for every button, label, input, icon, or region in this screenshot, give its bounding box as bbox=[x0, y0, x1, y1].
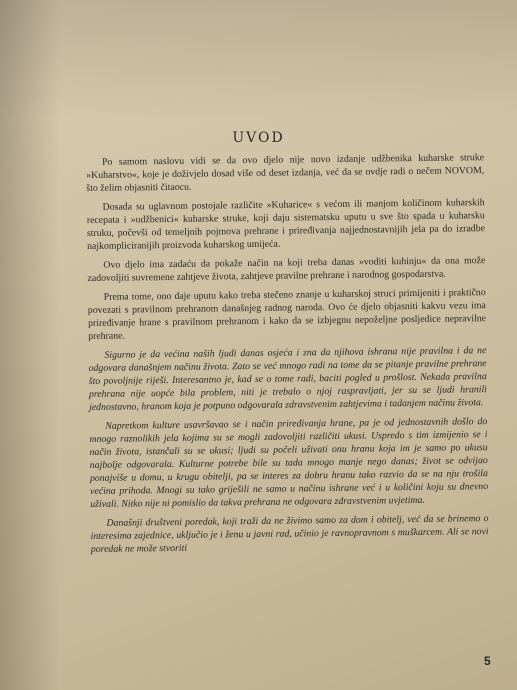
paragraph: Dosada su uglavnom postojale različite »Kuharice« s većom ili manjom količinom kuharskih recepata i »udžbenici« kuharske struke, koji daju sistematsku uputu u sve što spada u kuharsku struku, počevši od temeljnih pojmova prehrane i priređivanja najjednostavnijih jela pa do izradbe najkompliciranijih proizvoda kuharskog umijeća. bbox=[86, 197, 485, 252]
body-text bbox=[86, 151, 489, 562]
paragraph: Napretkom kulture usavršavao se i način priređivanja hrane, pa je od jednostavnih došlo do mnogo raznolikih jela kojima su se mogli zadovoljiti različiti ukusi. Uspredo s tim izmijenio se i način života, istančali su se ukusi; ljudi su počeli uživati onu hranu koja im je samo po ukusu najbolje odgovarala. Kulturne potrebe bile su tada mnogo manje nego danas; život se odvijao ponajviše u domu, u krugu obitelji, pa se interes za dobru hranu tako razvio da se na nju trošila većina prihoda. Mnogi su tako griješili ne samo u načinu ishrane već i u količini koju su dnevno uživali. Nitko nije ni pomislio da takva prehrana ne odgovara zdravstvenim uvjetima. bbox=[89, 416, 489, 510]
chapter-title: UVOD bbox=[232, 130, 285, 146]
paragraph: Sigurno je da većina naših ljudi danas osjeća i zna da njihova ishrana nije pravilna i da ne odgovara današnjem načinu života. Zato se već mnogo radi na tome da se pitanje pravilne prehrane što povoljnije riješi. Interesantno je, kad se o tome radi, baciti pogled u prošlost. Nekada pravilna prehrana nije uopće bila problem, niti je trebalo o njoj raspravljati, jer su se ljudi hranili jednostavno, hranom koja je potpuno odgovarala zdravstvenim zahtjevima i tadanjem načinu života. bbox=[88, 345, 487, 413]
paragraph: Po samom naslovu vidi se da ovo djelo nije novo izdanje udžbenika kuharske struke »Kuharstvo«, koje je doživjelo dosad više od deset izdanja, već da se ovdje radi o nečem NOVOM, što želim objasniti čitaocu. bbox=[86, 152, 485, 194]
page-number: 5 bbox=[484, 654, 491, 668]
paragraph: Ovo djelo ima zadaću da pokaže način na koji treba danas »voditi kuhinju« da ona može zadovoljiti suvremene zahtjeve života, zahtjeve pravilne prehrane i narodnog gospodarstva. bbox=[87, 255, 486, 284]
paragraph: Današnji društveni poredak, koji traži da ne živimo samo za dom i obitelj, već da se brinemo o interesima zajednice, uključio je i ženu u javni rad, učinio je ravnopravnom s muškarcem. Ali se novi poredak ne može stvoriti bbox=[90, 513, 489, 555]
paragraph: Prema tome, ono daje uputu kako treba stečeno znanje u kuharskoj struci primijeniti i praktično povezati s pravilnom prehranom današnjeg radnog naroda. Ovo će djelo objasniti kakvu vezu ima priređivanje hrane s pravilnom prehranom i kako da se izbjegnu nepoželjne posljedice nepravilne prehrane. bbox=[87, 287, 487, 342]
